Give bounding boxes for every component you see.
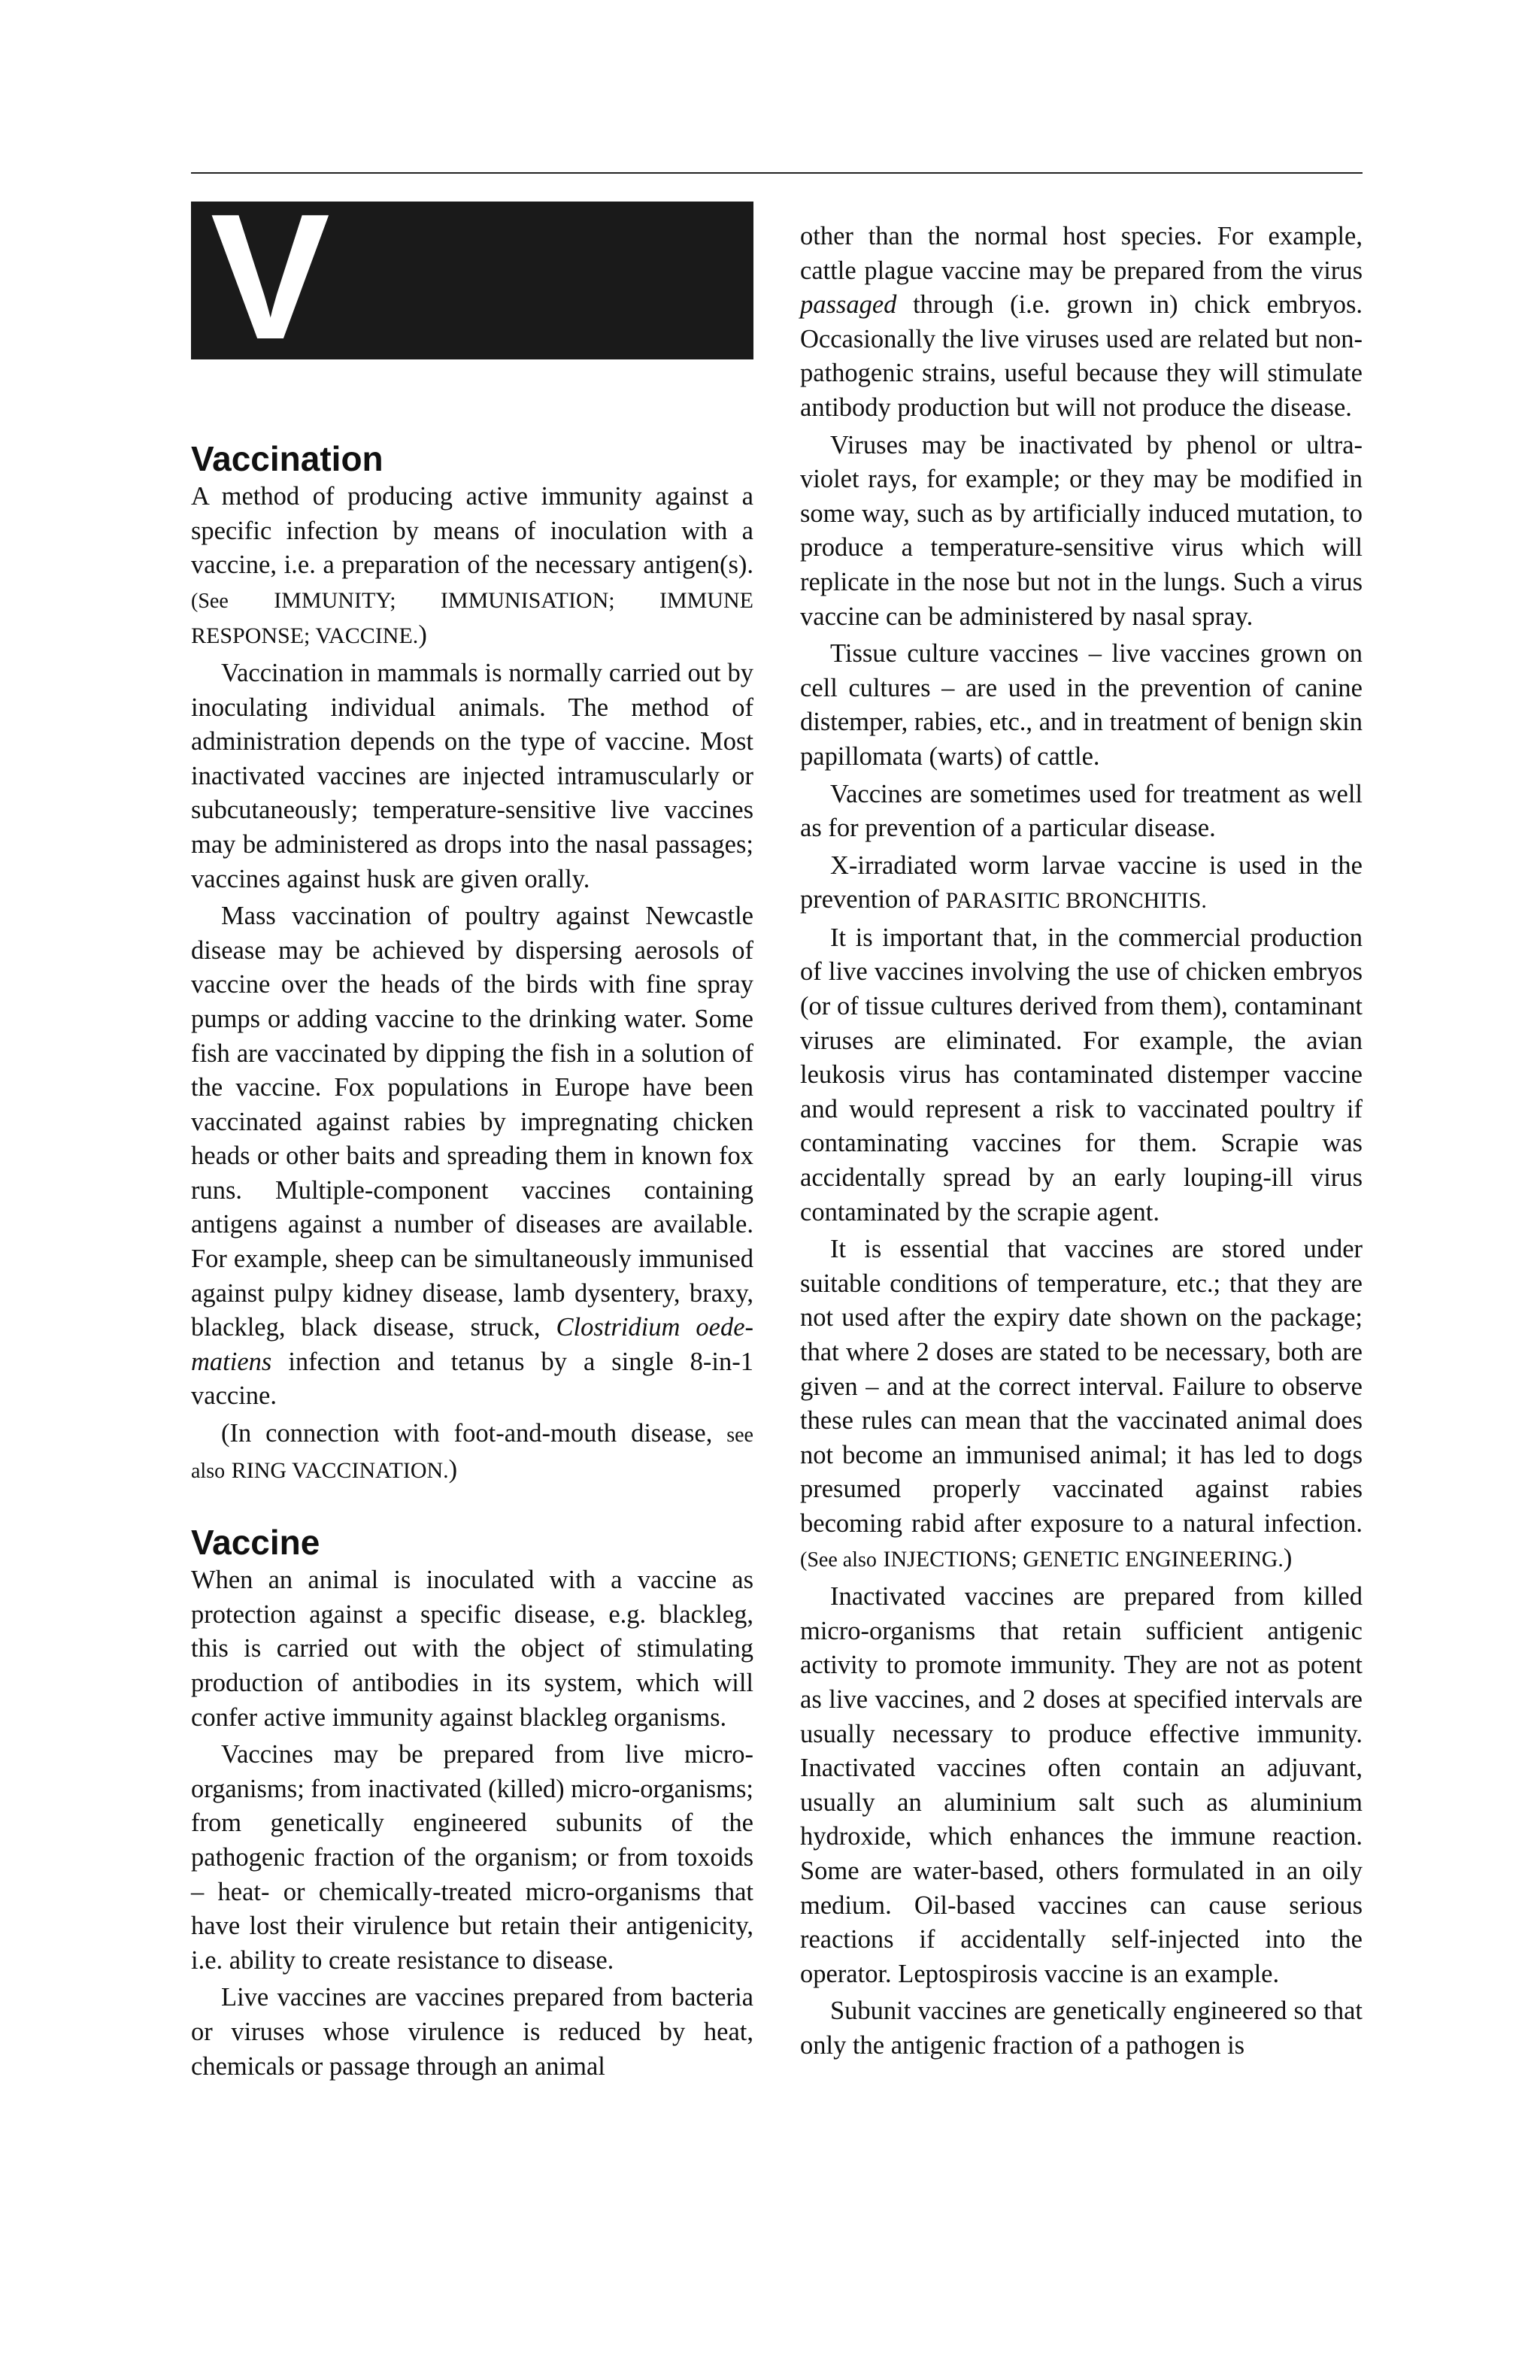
vaccine-paragraph-2: Vaccines may be prepared from live micro-organisms; from inactivated (killed) micro-organisms; from genetically engineered subunits of the pathogenic fraction of the organism; or from toxoids – heat- or chemically-treated micro-organisms that have lost their virulence but retain their antigenicity, i.e. ability to create resistance to disease. — [191, 1740, 753, 1975]
left-column-flow — [191, 438, 753, 2087]
vaccine-r1-text-a: other than the normal host species. For example, cattle plague vaccine may be prepared from the virus — [800, 222, 1363, 285]
vaccine-paragraph-1: When an animal is inoculated with a vaccine as protection against a specific disease, e.g. blackleg, this is carried out with the object of stimulating production of antibodies in its system, which will confer active immunity against blackleg organisms. — [191, 1566, 753, 1732]
vaccination-p3-species-name: Clostridium oedematiens — [191, 1313, 754, 1376]
vaccine-r7-cross-refs[interactable]: INJECTIONS; GENETIC ENGINEERING. — [883, 1546, 1284, 1572]
vaccination-p1-close: ) — [418, 620, 427, 650]
vaccine-r1-italic-term: passaged — [800, 290, 897, 320]
entry-title-vaccine: Vaccine — [191, 1523, 320, 1563]
vaccine-right-paragraph-9: Subunit vaccines are genetically engineered so that only the antigenic fraction of a pathogen is — [800, 1996, 1363, 2060]
vaccination-p4-cross-ref[interactable]: RING VACCINATION. — [231, 1457, 449, 1483]
section-letter-block — [191, 202, 753, 359]
vaccination-p4-close: ) — [448, 1454, 458, 1484]
vaccination-paragraph-1 — [191, 480, 753, 653]
vaccine-r5-cross-ref[interactable]: PARASITIC BRONCHITIS. — [945, 888, 1207, 914]
vaccine-right-paragraph-1 — [800, 220, 1363, 426]
vaccine-right-paragraph-7 — [800, 1232, 1363, 1577]
vaccine-r7-see-also: (See also — [800, 1548, 877, 1572]
vaccination-paragraph-4 — [191, 1417, 753, 1488]
vaccination-p1-text: A method of producing active immunity against a specific infection by means of inoculation with a vaccine, i.e. a preparation of the necessary antigen(s). — [191, 482, 753, 580]
vaccine-right-paragraph-6: It is important that, in the commercial production of live vaccines involving the use of chicken embryos (or of tissue cultures derived from them), contaminant viruses are eliminated. For example, the avian leukosis virus has contaminated distemper vaccine and would represent a risk to vaccinated poultry if contaminating vaccines for them. Scrapie was accidentally spread by an early louping-ill virus contaminated by the scrapie agent. — [800, 923, 1363, 1226]
vaccination-p4-see-also: see also — [191, 1423, 753, 1483]
vaccine-r7-text: It is essential that vaccines are stored under suitable conditions of temperature, etc.; that they are not used after the expiry date shown on the package; that where 2 doses are stated to be necessary, both are given – and at the correct interval. Failure to observe these rules can mean that the vaccinated animal does not become an immunised animal; it has led to dogs presumed properly vaccinated against rabies becoming rabid after exposure to a natural infection. — [800, 1235, 1363, 1538]
header-rule — [191, 172, 1363, 174]
vaccine-right-paragraph-8: Inactivated vaccines are prepared from killed micro-organisms that retain sufficient antigenic activity to promote immunity. They are not as potent as live vaccines, and 2 doses at specified intervals are usually necessary to produce effective immunity. Inactivated vaccines often contain an adjuvant, usually an aluminium salt such as aluminium hydroxide, which enhances the immune reaction. Some are water-based, others formulated in an oily medium. Oil-based vaccines can cause serious reactions if accidentally self-injected into the operator. Leptospirosis vaccine is an example. — [800, 1582, 1363, 1988]
vaccination-p1-cross-refs[interactable]: IMMUNITY; IMMUNISATION; IMMUNE RESPONSE; VACCINE. — [191, 587, 753, 649]
vaccination-p3-text-a: Mass vaccination of poultry against Newcastle disease may be achieved by dispersing aerosols of vaccine over the heads of the birds with fine spray pumps or adding vaccine to the drinking water. Some fish are vaccinated by dipping the fish in a solution of the vaccine. Fox populations in Europe have been vaccinated against rabies by impregnating chicken heads or other baits and spreading them in known fox runs. Multiple-component vaccines containing antigens against a number of diseases are available. For example, sheep can be simultaneously immunised against pulpy kidney disease, lamb dysentery, braxy, blackleg, black disease, struck, — [191, 902, 753, 1342]
section-letter: V — [211, 202, 330, 359]
vaccine-r1-text-b: through (i.e. grown in) chick embryos. Occasionally the live viruses used are related but non-pathogenic strains, useful because they will stimulate antibody production but will not produce the disease. — [800, 290, 1363, 422]
vaccination-paragraph-2: Vaccination in mammals is normally carried out by inoculating individual animals. The method of administration depends on the type of vaccine. Most inactivated vaccines are injected intramuscularly or subcutaneously; temperature-sensitive live vaccines may be administered as drops into the nasal passages; vaccines against husk are given orally. — [191, 658, 753, 893]
entry-title-vaccination: Vaccination — [191, 439, 383, 478]
vaccine-r7-close: ) — [1283, 1543, 1293, 1572]
vaccination-paragraph-3 — [191, 899, 753, 1414]
vaccine-right-paragraph-5 — [800, 849, 1363, 918]
vaccine-paragraph-3: Live vaccines are vaccines prepared from bacteria or viruses whose virulence is reduced by heat, chemicals or passage through an animal — [191, 1983, 753, 2081]
vaccination-p3-text-b: infection and tetanus by a single 8-in-1 vaccine. — [191, 1347, 753, 1411]
vaccine-right-paragraph-2: Viruses may be inactivated by phenol or ultra-violet rays, for example; or they may be modified in some way, such as by artificially induced mutation, to produce a temperature-sensitive virus which will replicate in the nose but not in the lungs. Such a virus vaccine can be administered by nasal spray. — [800, 430, 1363, 631]
vaccine-right-paragraph-4: Vaccines are sometimes used for treatment as well as for prevention of a particular disease. — [800, 779, 1363, 843]
vaccination-p4-text: (In connection with foot-and-mouth disease, — [221, 1419, 713, 1448]
entry-gap — [191, 1491, 753, 1521]
vaccine-right-paragraph-3: Tissue culture vaccines – live vaccines grown on cell cultures – are used in the prevention of canine distemper, rabies, etc., and in treatment of benign skin papillomata (warts) of cattle. — [800, 639, 1363, 771]
right-column — [800, 220, 1363, 2066]
vaccination-p1-see: (See — [191, 589, 229, 613]
vaccine-r5-text: X-irradiated worm larvae vaccine is used in the prevention of — [800, 850, 1363, 914]
